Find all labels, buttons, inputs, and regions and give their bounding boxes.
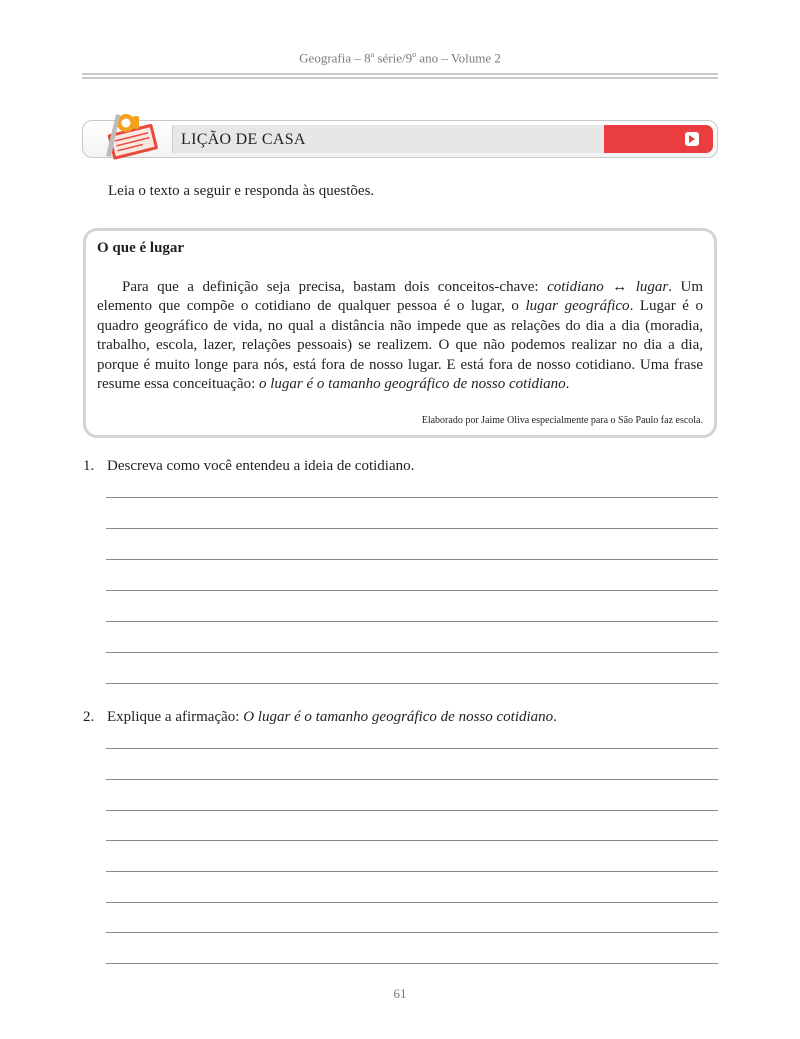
answer-line[interactable] <box>106 652 718 653</box>
text-box-title: O que é lugar <box>97 240 185 256</box>
header-rule <box>82 73 718 75</box>
answer-line[interactable] <box>106 621 718 622</box>
answer-line[interactable] <box>106 963 718 964</box>
answer-line[interactable] <box>106 932 718 933</box>
answer-line[interactable] <box>106 779 718 780</box>
question-2: 2. Explique a afirmação: O lugar é o tamanho geográfico de nosso cotidiano. <box>83 709 557 725</box>
answer-line[interactable] <box>106 590 718 591</box>
question-text: Descreva como você entendeu a ideia de cotidiano. <box>107 458 415 474</box>
chevron-right-icon <box>685 132 699 146</box>
running-header: Geografia – 8$^a$ série/9$^o$ ano – Volume 2 <box>299 50 501 66</box>
header-rule <box>82 77 718 79</box>
answer-line[interactable] <box>106 528 718 529</box>
text-box-credit: Elaborado por Jaime Oliva especialmente para o São Paulo faz escola. <box>421 415 703 426</box>
question-number: 1. <box>83 458 95 474</box>
answer-line[interactable] <box>106 840 718 841</box>
answer-line[interactable] <box>106 871 718 872</box>
answer-line[interactable] <box>106 748 718 749</box>
homework-clipboard-icon <box>96 106 166 162</box>
intro-text: Leia o texto a seguir e responda às questões. <box>108 183 375 199</box>
question-quote: O lugar é o tamanho geográfico de nosso cotidiano <box>243 709 554 725</box>
question-number: 2. <box>83 709 95 725</box>
answer-line[interactable] <box>106 559 718 560</box>
answer-line[interactable] <box>106 902 718 903</box>
question-1 <box>83 458 414 475</box>
text-box-body: Para que a definição seja precisa, bastam dois conceitos-chave: cotidiano ↔ lugar. Um elemento que compõe o cotidiano de qualquer pessoa é o lugar, o lugar geográfico. Lugar é o quadro geográfico de vida, no qual a distância não impede que as relações do dia a dia (moradia, trabalho, escola, lazer, relações pessoais) se realizem. O que não podemos realizar no dia a dia, porque é muito longe para nós, está fora de nosso lugar. E está fora de nosso cotidiano. Uma frase resume essa conceituação: o lugar é o tamanho geográfico de nosso cotidiano. <box>97 279 704 393</box>
answer-line[interactable] <box>106 810 718 811</box>
answer-line[interactable] <box>106 497 718 498</box>
page-number: 61 <box>393 986 407 1001</box>
banner-title: LIÇÃO DE CASA <box>181 131 306 148</box>
answer-line[interactable] <box>106 683 718 684</box>
question-text: Explique a afirmação: <box>107 709 244 725</box>
